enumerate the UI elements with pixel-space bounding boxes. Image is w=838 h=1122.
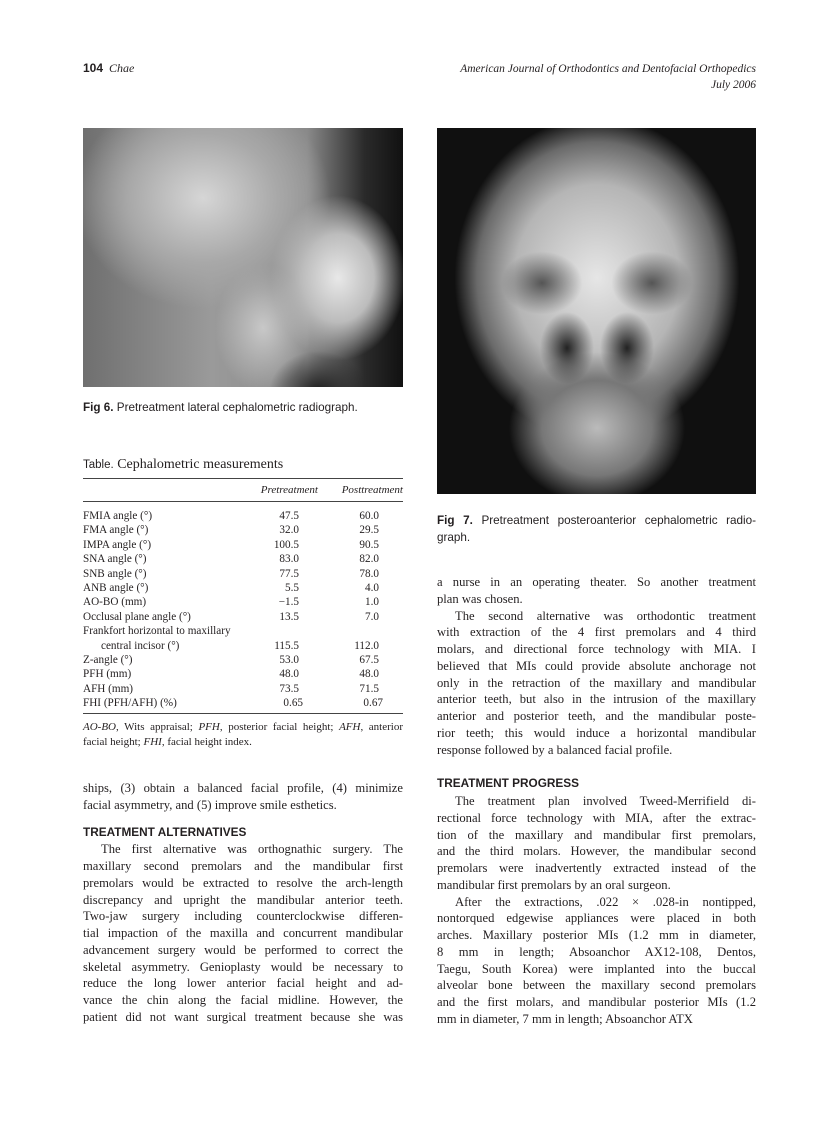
table-row xyxy=(83,553,403,568)
text-line: patient did not want surgical treatment because she was xyxy=(83,1009,403,1024)
posteroanterior-cephalometric-radiograph xyxy=(437,128,756,494)
pretreatment-value: 48.0 xyxy=(279,668,299,681)
posttreatment-value: 112.0 xyxy=(354,639,379,652)
text-line: plan was chosen. xyxy=(437,591,523,606)
fig7-caption: Fig 7. Pretreatment posteroanterior cephalometric radio-graph. xyxy=(437,514,757,544)
column-header-posttreatment: Posttreatment xyxy=(341,484,403,496)
text-line: arches. Maxillary posterior MIs (1.2 mm in diameter, xyxy=(437,928,756,942)
pretreatment-value: −1.5 xyxy=(278,596,299,609)
author: Chae xyxy=(109,61,135,75)
text-line: 8 mm in length; Absoanchor AX12-108, Dentos, xyxy=(437,944,756,959)
table-row xyxy=(83,640,403,655)
table-row xyxy=(83,654,403,669)
posttreatment-value: 1.0 xyxy=(365,596,379,609)
posttreatment-value: 78.0 xyxy=(359,567,379,580)
pretreatment-value: 83.0 xyxy=(279,553,299,566)
text-line: The treatment plan involved Tweed-Merrifield di- xyxy=(455,794,756,808)
column-header-pretreatment: Pretreatment xyxy=(260,484,318,496)
pretreatment-value: 115.5 xyxy=(274,639,299,652)
row-label: ANB angle (°) xyxy=(83,582,149,594)
posttreatment-value: 29.5 xyxy=(359,524,379,537)
posttreatment-value: 0.67 xyxy=(363,697,383,710)
text-line: tial impaction of the maxilla and concurrent mandibular xyxy=(83,926,403,940)
table-row xyxy=(83,625,403,640)
text-line: After the extractions, .022 × .028-in nontipped, xyxy=(455,894,756,909)
row-label: Occlusal plane angle (°) xyxy=(83,610,191,623)
posttreatment-value: 82.0 xyxy=(359,553,379,566)
text-line: The second alternative was orthodontic treatment xyxy=(455,608,756,623)
row-label: central incisor (°) xyxy=(101,639,180,652)
posttreatment-value: 67.5 xyxy=(359,654,379,666)
table-bottom-rule xyxy=(83,713,403,714)
text-line: vance the chin along the facial midline. However, the xyxy=(83,993,403,1007)
lateral-cephalometric-radiograph xyxy=(83,128,403,387)
text-line: a nurse in an operating theater. So another treatment xyxy=(437,575,756,589)
pretreatment-value: 32.0 xyxy=(279,524,299,537)
row-label: Z-angle (°) xyxy=(83,654,133,666)
text-line: premolars would be extracted to resolve the arch-length xyxy=(83,875,403,890)
table-header-rule xyxy=(83,501,403,502)
text-line: advancement surgery would be performed to correct the xyxy=(83,942,403,957)
posttreatment-value: 4.0 xyxy=(365,582,379,594)
text-line: The first alternative was orthognathic surgery. The xyxy=(101,842,403,857)
left-text-column xyxy=(83,780,403,1026)
text-line: maxillary second premolars and the mandibular first xyxy=(83,859,403,873)
text-line: response followed by a balanced facial profile. xyxy=(437,742,673,757)
text-line: alveolar bone between the maxillary second premolars xyxy=(437,978,756,993)
table-row xyxy=(83,611,403,626)
journal-name: American Journal of Orthodontics and Dentofacial Orthopedics xyxy=(460,63,756,75)
text-line: Two-jaw surgery including counterclockwise differen- xyxy=(83,909,403,924)
text-line: mandibular first premolars by an oral surgeon. xyxy=(437,877,671,892)
text-line: reduce the long lower anterior facial height and ad- xyxy=(83,976,403,991)
text-line: tion of the maxillary and mandibular first premolars, xyxy=(437,827,756,842)
table-row xyxy=(83,596,403,611)
text-line: ships, (3) obtain a balanced facial profile, (4) minimize xyxy=(83,781,403,795)
table-row xyxy=(83,668,403,683)
pretreatment-value: 47.5 xyxy=(279,510,299,522)
text-line: facial asymmetry, and (5) improve smile esthetics. xyxy=(83,797,337,812)
text-line: premolars were inadvertently extracted instead of the xyxy=(437,861,756,875)
posttreatment-value: 71.5 xyxy=(359,682,379,695)
table-footnote: AO-BO, Wits appraisal; PFH, posterior facial height; AFH, anterior facial height; FHI, facial height index. xyxy=(83,721,404,748)
right-text-column xyxy=(437,574,756,1028)
row-label: SNB angle (°) xyxy=(83,567,147,580)
posttreatment-value: 48.0 xyxy=(359,668,379,681)
text-line: skeletal asymmetry. Genioplasty would be necessary to xyxy=(83,959,403,974)
row-label: IMPA angle (°) xyxy=(83,538,152,551)
table-row xyxy=(83,524,403,539)
pretreatment-value: 100.5 xyxy=(273,538,299,551)
table-title: Table. Cephalometric measurements xyxy=(83,457,284,472)
section-heading: TREATMENT PROGRESS xyxy=(437,776,580,791)
text-line: Taegu, South Korea) were implanted into the buccal xyxy=(437,961,756,976)
posttreatment-value: 90.5 xyxy=(359,538,379,551)
row-label: FHI (PFH/AFH) (%) xyxy=(83,697,177,710)
text-line: rectional force technology with MIA, after the extrac- xyxy=(437,810,756,825)
text-line: anterior teeth, but also in the intrusion of the maxillary xyxy=(437,692,756,707)
text-line: molars, and directional force technology with MIA. I xyxy=(437,642,756,656)
running-header-right xyxy=(460,61,756,93)
text-line: mm in diameter, 7 mm in length; Absoanchor ATX xyxy=(437,1011,693,1026)
table-row xyxy=(83,683,403,698)
posttreatment-value: 60.0 xyxy=(359,510,379,522)
text-line: believed that MIs could provide absolute anchorage not xyxy=(437,658,756,673)
text-line: and the third molars. However, the mandibular second xyxy=(437,844,756,859)
text-line: only in the retraction of the maxillary and mandibular xyxy=(437,675,756,690)
table-row xyxy=(83,568,403,583)
table-top-rule xyxy=(83,478,403,479)
row-label: SNA angle (°) xyxy=(83,553,147,566)
row-label: AFH (mm) xyxy=(83,682,134,695)
pretreatment-value: 5.5 xyxy=(285,582,299,594)
running-header-left xyxy=(83,61,134,76)
section-heading: TREATMENT ALTERNATIVES xyxy=(83,824,247,839)
text-line: discrepancy and upright the mandibular anterior teeth. xyxy=(83,892,403,907)
pretreatment-value: 53.0 xyxy=(279,654,299,666)
table-row xyxy=(83,697,403,712)
table-row xyxy=(83,582,403,597)
table-row xyxy=(83,539,403,554)
posttreatment-value: 7.0 xyxy=(365,610,379,623)
text-line: and the first molars, and mandibular posterior MIs (1.2 xyxy=(437,995,756,1009)
fig6-caption: Fig 6. Pretreatment lateral cephalometric radiograph. xyxy=(83,401,358,414)
pretreatment-value: 73.5 xyxy=(279,682,299,695)
table-row xyxy=(83,510,403,525)
pretreatment-value: 0.65 xyxy=(283,697,303,710)
text-line: nontorqued edgewise appliances were placed in both xyxy=(437,911,756,926)
text-line: rior teeth; this would induce a horizontal mandibular xyxy=(437,725,756,740)
row-label: Frankfort horizontal to maxillary xyxy=(83,625,231,638)
row-label: FMA angle (°) xyxy=(83,524,149,537)
page-number: 104 xyxy=(83,61,104,75)
pretreatment-value: 77.5 xyxy=(279,567,299,580)
issue-date: July 2006 xyxy=(710,79,756,91)
row-label: PFH (mm) xyxy=(83,668,132,681)
text-line: with extraction of the 4 first premolars and 4 third xyxy=(437,625,756,640)
pretreatment-value: 13.5 xyxy=(279,610,299,623)
row-label: FMIA angle (°) xyxy=(83,510,153,522)
row-label: AO-BO (mm) xyxy=(83,596,147,609)
text-line: anterior and posterior teeth, and the mandibular poste- xyxy=(437,709,756,723)
